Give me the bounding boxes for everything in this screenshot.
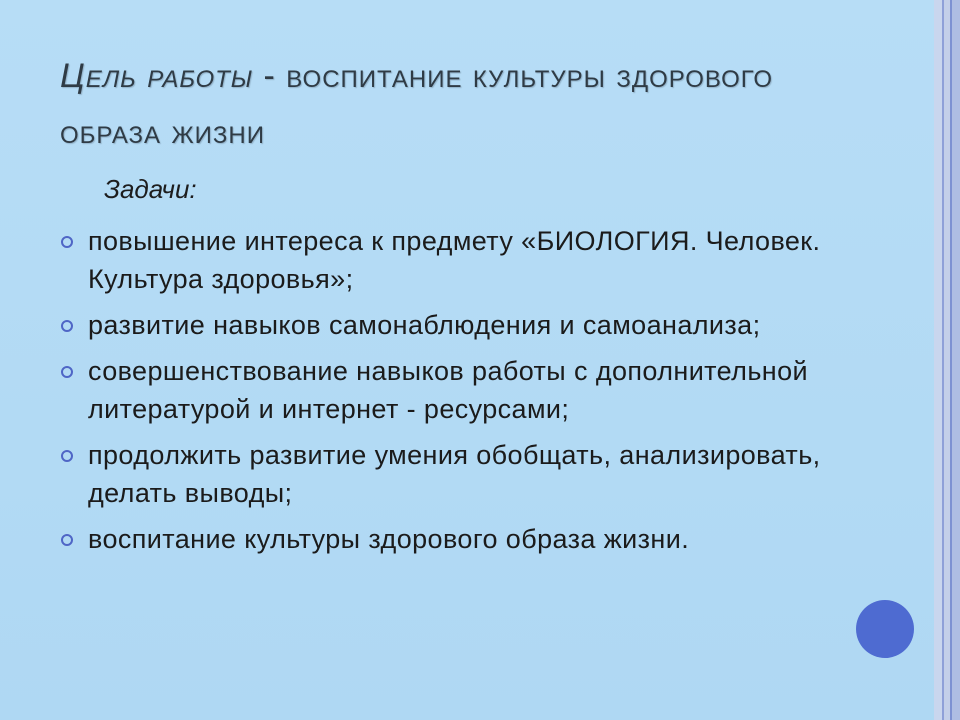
- list-item: [58, 436, 878, 512]
- list-item-text: повышение интереса к предмету «БИОЛОГИЯ. Человек. Культура здоровья»;: [88, 226, 821, 294]
- tasks-heading: Задачи:: [104, 174, 197, 204]
- slide-title-italic: Цель работы: [60, 57, 254, 95]
- bullet-circle-icon: [61, 450, 73, 462]
- list-item: [58, 222, 878, 298]
- list-item-text: продолжить развитие умения обобщать, анализировать, делать выводы;: [88, 440, 821, 508]
- list-item: [58, 520, 878, 558]
- bullet-circle-icon: [61, 534, 73, 546]
- list-item-text: совершенствование навыков работы с дополнительной литературой и интернет - ресурсами;: [88, 356, 808, 424]
- list-item-text: воспитание культуры здорового образа жизни.: [88, 524, 690, 554]
- list-item: [58, 306, 878, 344]
- list-item: [58, 352, 878, 428]
- list-item-text: развитие навыков самонаблюдения и самоанализа;: [88, 310, 761, 340]
- decorative-circle-icon: [856, 600, 914, 658]
- tasks-list: [58, 222, 878, 566]
- slide-title: [60, 48, 880, 160]
- slide-title-rest: - воспитание культуры здорового образа жизни: [60, 57, 774, 151]
- bullet-circle-icon: [61, 366, 73, 378]
- bullet-circle-icon: [61, 320, 73, 332]
- bullet-circle-icon: [61, 236, 73, 248]
- decorative-edge-stripes: [934, 0, 960, 720]
